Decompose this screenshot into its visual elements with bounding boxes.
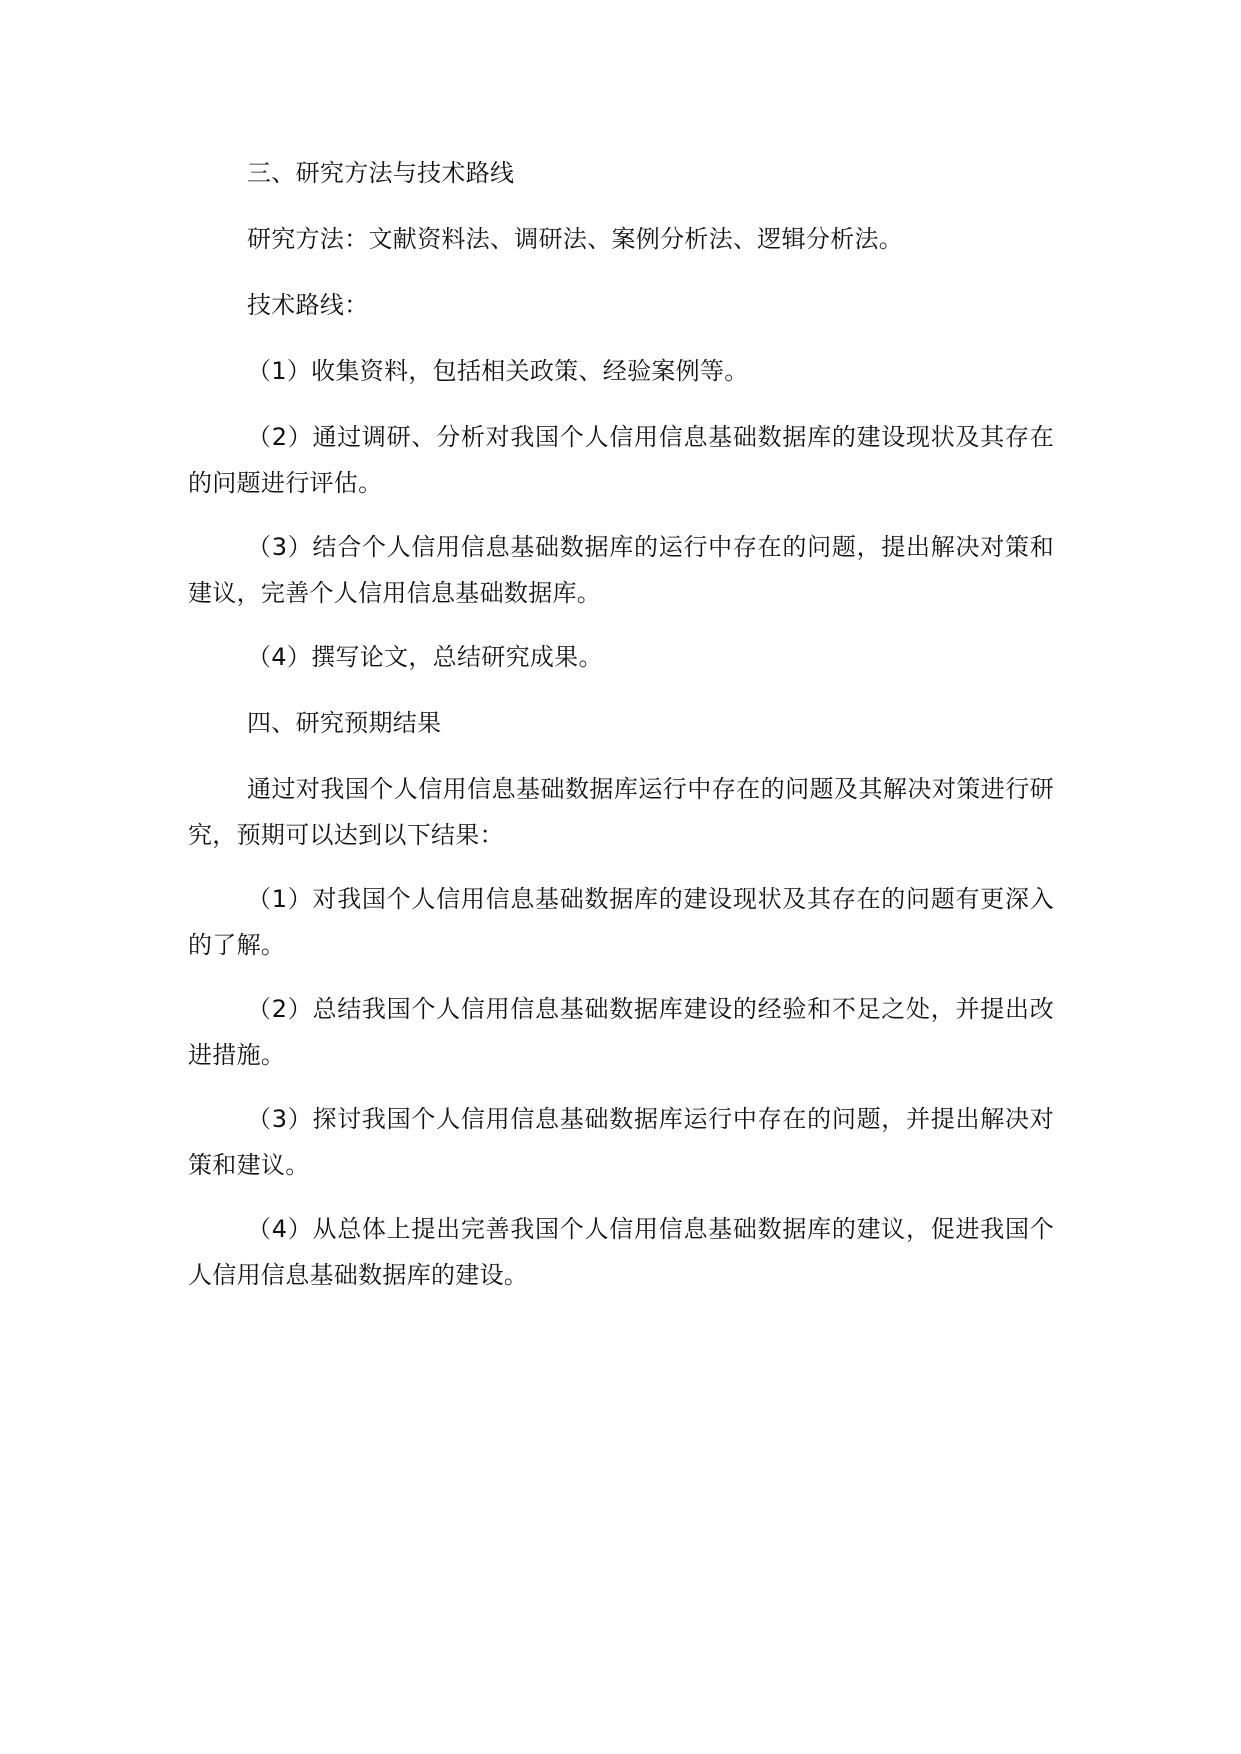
- technical-route-label: 技术路线：: [247, 291, 369, 319]
- document-body: [188, 150, 1054, 1298]
- research-methods-paragraph: 研究方法：文献资料法、调研法、案例分析法、逻辑分析法。: [247, 225, 904, 253]
- route-item-2: （2）通过调研、分析对我国个人信用信息基础数据库的建设现状及其存在的问题进行评估。: [188, 423, 1054, 497]
- result-item-3: （3）探讨我国个人信用信息基础数据库运行中存在的问题，并提出解决对策和建议。: [188, 1105, 1054, 1179]
- result-item-1: （1）对我国个人信用信息基础数据库的建设现状及其存在的问题有更深入的了解。: [188, 885, 1054, 959]
- result-item-2: （2）总结我国个人信用信息基础数据库建设的经验和不足之处，并提出改进措施。: [188, 995, 1054, 1069]
- route-item-1: （1）收集资料，包括相关政策、经验案例等。: [247, 357, 749, 385]
- section-heading-expected-results: 四、研究预期结果: [247, 709, 442, 737]
- section-heading-methods: 三、研究方法与技术路线: [247, 159, 515, 187]
- result-item-4: （4）从总体上提出完善我国个人信用信息基础数据库的建议，促进我国个人信用信息基础数据库的建设。: [188, 1215, 1054, 1289]
- route-item-3: （3）结合个人信用信息基础数据库的运行中存在的问题，提出解决对策和建议，完善个人信用信息基础数据库。: [188, 533, 1054, 607]
- route-item-4: （4）撰写论文，总结研究成果。: [247, 643, 603, 671]
- expected-results-intro: 通过对我国个人信用信息基础数据库运行中存在的问题及其解决对策进行研究，预期可以达到以下结果：: [188, 775, 1054, 849]
